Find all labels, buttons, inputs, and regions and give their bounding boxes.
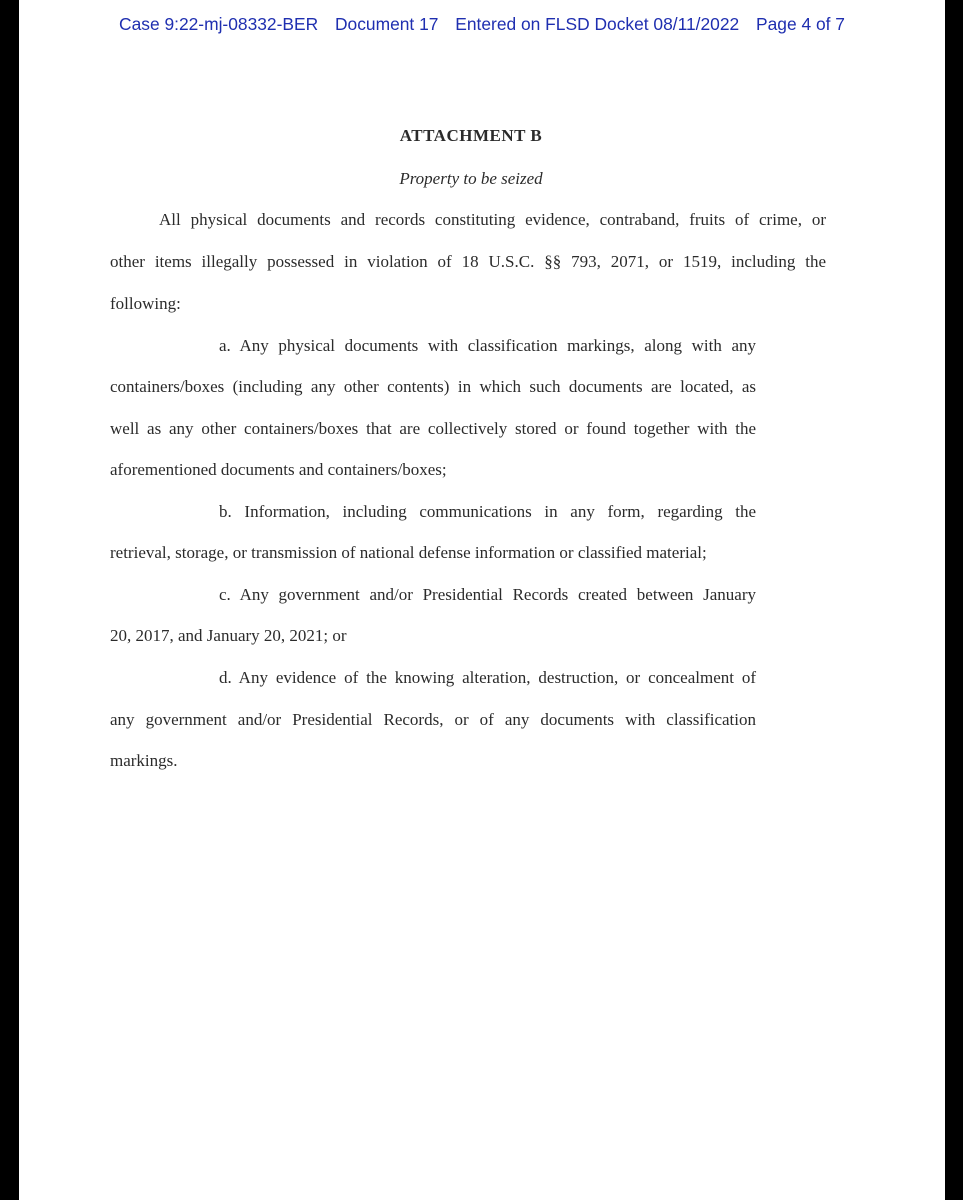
item-b-line-1: b. Information, including communications in any form, regarding the xyxy=(219,502,756,521)
attachment-title: ATTACHMENT B xyxy=(399,126,543,145)
docket-header xyxy=(19,14,945,35)
intro-line-3: following: xyxy=(110,294,181,313)
item-a-line-4: aforementioned documents and containers/boxes; xyxy=(110,460,447,479)
item-c-line-1: c. Any government and/or Presidential Records created between January xyxy=(219,585,756,604)
item-a-line-3: well as any other containers/boxes that are collectively stored or found together with the xyxy=(110,419,756,438)
page-number: Page 4 of 7 xyxy=(756,14,845,34)
item-a-line-1: a. Any physical documents with classification markings, along with any xyxy=(219,336,756,355)
attachment-subtitle: Property to be seized xyxy=(399,169,543,188)
item-a-line-2: containers/boxes (including any other contents) in which such documents are located, as xyxy=(110,377,756,396)
item-d-line-2: any government and/or Presidential Records, or of any documents with classification xyxy=(110,710,756,729)
case-number: Case 9:22-mj-08332-BER xyxy=(119,14,319,34)
intro-line-1: All physical documents and records constituting evidence, contraband, fruits of crime, or xyxy=(159,210,826,229)
document-page xyxy=(19,0,945,1200)
intro-line-2: other items illegally possessed in violation of 18 U.S.C. §§ 793, 2071, or 1519, including the xyxy=(110,252,826,271)
item-d-line-3: markings. xyxy=(110,751,178,770)
item-c-line-2: 20, 2017, and January 20, 2021; or xyxy=(110,626,347,645)
entered-date: Entered on FLSD Docket 08/11/2022 xyxy=(455,14,740,34)
item-d-line-1: d. Any evidence of the knowing alteration, destruction, or concealment of xyxy=(219,668,756,687)
item-b-line-2: retrieval, storage, or transmission of national defense information or classified material; xyxy=(110,543,707,562)
document-number: Document 17 xyxy=(334,14,439,34)
